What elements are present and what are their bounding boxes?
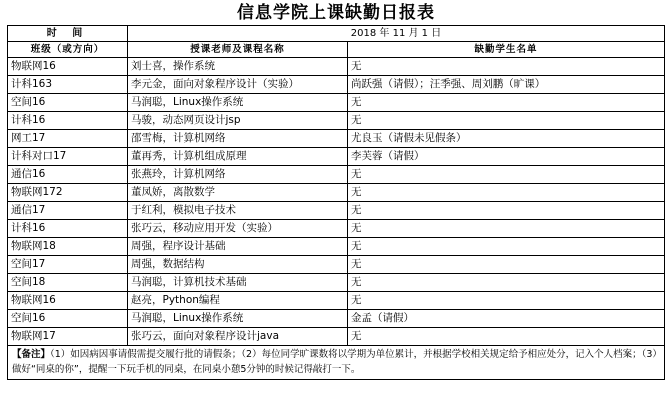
course-cell: 周强，程序设计基础 xyxy=(128,238,348,256)
table-row xyxy=(8,58,665,76)
class-cell: 物联网16 xyxy=(8,292,128,310)
table-row xyxy=(8,202,665,220)
table-row xyxy=(8,256,665,274)
header-row xyxy=(8,42,665,58)
table-row xyxy=(8,274,665,292)
class-cell: 物联网18 xyxy=(8,238,128,256)
table-row xyxy=(8,94,665,112)
class-cell: 空间16 xyxy=(8,310,128,328)
date-value: 2018 年 11 月 1 日 xyxy=(128,26,665,42)
table-row xyxy=(8,184,665,202)
course-cell: 赵亮，Python编程 xyxy=(128,292,348,310)
class-cell: 物联网172 xyxy=(8,184,128,202)
table-row xyxy=(8,76,665,94)
table-row xyxy=(8,238,665,256)
column-header-absent: 缺勤学生名单 xyxy=(348,42,665,58)
absent-cell: 无 xyxy=(348,256,665,274)
absent-cell: 无 xyxy=(348,220,665,238)
course-cell: 董凤娇，离散数学 xyxy=(128,184,348,202)
absent-cell: 李芙蓉（请假） xyxy=(348,148,665,166)
table-row xyxy=(8,328,665,346)
absent-cell: 尚跃强（请假）；汪季强、周刘鹏（旷课） xyxy=(348,76,665,94)
course-cell: 邵雪梅，计算机网络 xyxy=(128,130,348,148)
absent-cell: 无 xyxy=(348,58,665,76)
report-title: 信息学院上课缺勤日报表 xyxy=(237,3,435,23)
date-row xyxy=(8,26,665,42)
table-row xyxy=(8,166,665,184)
absent-cell: 无 xyxy=(348,184,665,202)
class-cell: 物联网17 xyxy=(8,328,128,346)
course-cell: 刘士喜，操作系统 xyxy=(128,58,348,76)
note-row xyxy=(8,346,665,380)
course-cell: 李元金，面向对象程序设计（实验） xyxy=(128,76,348,94)
table-row xyxy=(8,220,665,238)
absent-cell: 尤良玉（请假未见假条） xyxy=(348,130,665,148)
course-cell: 张巧云，移动应用开发（实验） xyxy=(128,220,348,238)
table-row xyxy=(8,112,665,130)
date-label: 时 间 xyxy=(8,26,128,42)
absence-report-table xyxy=(7,25,665,380)
class-cell: 计科163 xyxy=(8,76,128,94)
course-cell: 周强，数据结构 xyxy=(128,256,348,274)
absent-cell: 无 xyxy=(348,328,665,346)
table-row xyxy=(8,310,665,328)
class-cell: 计科16 xyxy=(8,220,128,238)
note-label: 【备注】 xyxy=(12,349,51,360)
course-cell: 马润聪，Linux操作系统 xyxy=(128,310,348,328)
class-cell: 物联网16 xyxy=(8,58,128,76)
absent-cell: 无 xyxy=(348,202,665,220)
note-text: （1）如因病因事请假需提交履行批的请假条；（2）每位同学旷课数将以学期为单位累计，并根据学校相关规定给予相应处分，记入个人档案；（3）做好“同桌的你”，提醒一下玩手机的同桌，在同桌小憩5分钟的时候记得敲打一下。 xyxy=(12,349,658,375)
course-cell: 于红利，模拟电子技术 xyxy=(128,202,348,220)
course-cell: 张巧云，面向对象程序设计java xyxy=(128,328,348,346)
table-row xyxy=(8,292,665,310)
class-cell: 通信17 xyxy=(8,202,128,220)
class-cell: 通信16 xyxy=(8,166,128,184)
absent-cell: 无 xyxy=(348,274,665,292)
absent-cell: 无 xyxy=(348,238,665,256)
absent-cell: 无 xyxy=(348,292,665,310)
absent-cell: 无 xyxy=(348,166,665,184)
class-cell: 空间18 xyxy=(8,274,128,292)
absent-cell: 无 xyxy=(348,112,665,130)
column-header-class: 班级（或方向） xyxy=(8,42,128,58)
class-cell: 网工17 xyxy=(8,130,128,148)
absent-cell: 金孟（请假） xyxy=(348,310,665,328)
course-cell: 马润聪，计算机技术基础 xyxy=(128,274,348,292)
class-cell: 空间16 xyxy=(8,94,128,112)
course-cell: 张燕玲，计算机网络 xyxy=(128,166,348,184)
course-cell: 马骏，动态网页设计jsp xyxy=(128,112,348,130)
table-row xyxy=(8,130,665,148)
class-cell: 计科16 xyxy=(8,112,128,130)
note-cell xyxy=(8,346,665,380)
class-cell: 空间17 xyxy=(8,256,128,274)
absent-cell: 无 xyxy=(348,94,665,112)
table-row xyxy=(8,148,665,166)
class-cell: 计科对口17 xyxy=(8,148,128,166)
column-header-course: 授课老师及课程名称 xyxy=(128,42,348,58)
course-cell: 马润聪，Linux操作系统 xyxy=(128,94,348,112)
course-cell: 董再秀，计算机组成原理 xyxy=(128,148,348,166)
